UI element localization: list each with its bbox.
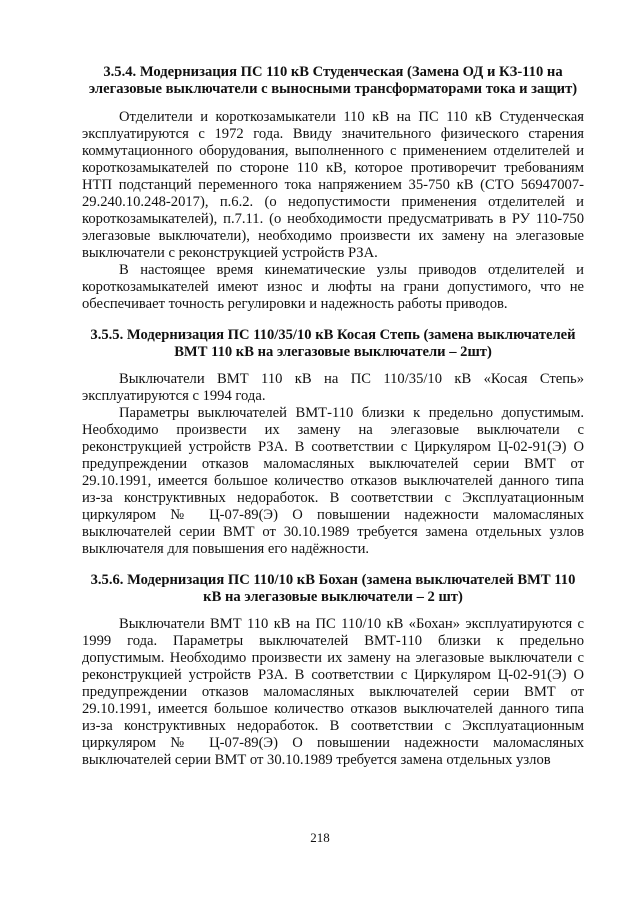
section-heading: 3.5.4. Модернизация ПС 110 кВ Студенческая (Замена ОД и КЗ-110 на элегазовые выключатели с выносными трансформаторами тока и защит)	[88, 64, 578, 97]
paragraph: Выключатели ВМТ 110 кВ на ПС 110/10 кВ «Бохан» эксплуатируются с 1999 года. Параметры выключателей ВМТ-110 близки к предельно допустимым. Необходимо произвести их замену на элегазовые выключатели с реконструкцией устройств РЗА. В соответствии с Циркуляром Ц-02-91(Э) О предупреждении отказов маломасляных выключателей серии ВМТ от 29.10.1991, имеется большое количество отказов выключателей данного типа из-за конструктивных недоработок. В соответствии с Эксплуатационным циркуляром № Ц-07-89(Э) О повышении надежности маломасляных выключателей серии ВМТ от 30.10.1989 требуется замена отдельных узлов	[82, 616, 584, 768]
section-heading: 3.5.6. Модернизация ПС 110/10 кВ Бохан (замена выключателей ВМТ 110 кВ на элегазовые выключатели – 2 шт)	[90, 572, 576, 605]
paragraph: Отделители и короткозамыкатели 110 кВ на ПС 110 кВ Студенческая эксплуатируются с 1972 года. Ввиду значительного физического старения коммутационного оборудования, выполненного с применением отделителей и короткозамыкателей по стороне 110 кВ, которое противоречит требованиям НТП подстанций переменного тока напряжением 35-750 кВ (СТО 56947007-29.240.10.248-2017), п.6.2. (о недопустимости применения отделителей и короткозамыкателей), п.7.11. (о необходимости предусматривать в РУ 110-750 элегазовые выключатели), необходимо произвести их замену на элегазовые выключатели с реконструкцией устройств РЗА.	[82, 109, 584, 261]
section-3-5-6	[82, 572, 584, 769]
page-number: 218	[310, 830, 330, 845]
document-page	[82, 64, 584, 769]
paragraph: Параметры выключателей ВМТ-110 близки к предельно допустимым. Необходимо произвести их замену на элегазовые выключатели с реконструкцией устройств РЗА. В соответствии с Циркуляром Ц-02-91(Э) О предупреждении отказов маломасляных выключателей серии ВМТ от 29.10.1991, имеется большое количество отказов выключателей данного типа из-за конструктивных недоработок. В соответствии с Эксплуатационным циркуляром № Ц-07-89(Э) О повышении надежности маломасляных выключателей серии ВМТ от 30.10.1989 требуется замена отдельных узлов выключателя для повышения его надёжности.	[82, 405, 584, 557]
section-3-5-5	[82, 327, 584, 558]
paragraph: В настоящее время кинематические узлы приводов отделителей и короткозамыкателей имеют износ и люфты на грани допустимого, что не обеспечивает точность регулировки и надежность работы приводов.	[82, 262, 584, 312]
section-heading: 3.5.5. Модернизация ПС 110/35/10 кВ Косая Степь (замена выключателей ВМТ 110 кВ на элегазовые выключатели – 2шт)	[90, 327, 576, 360]
paragraph: Выключатели ВМТ 110 кВ на ПС 110/35/10 кВ «Косая Степь» эксплуатируются с 1994 года.	[82, 371, 584, 404]
section-3-5-4	[82, 64, 584, 313]
